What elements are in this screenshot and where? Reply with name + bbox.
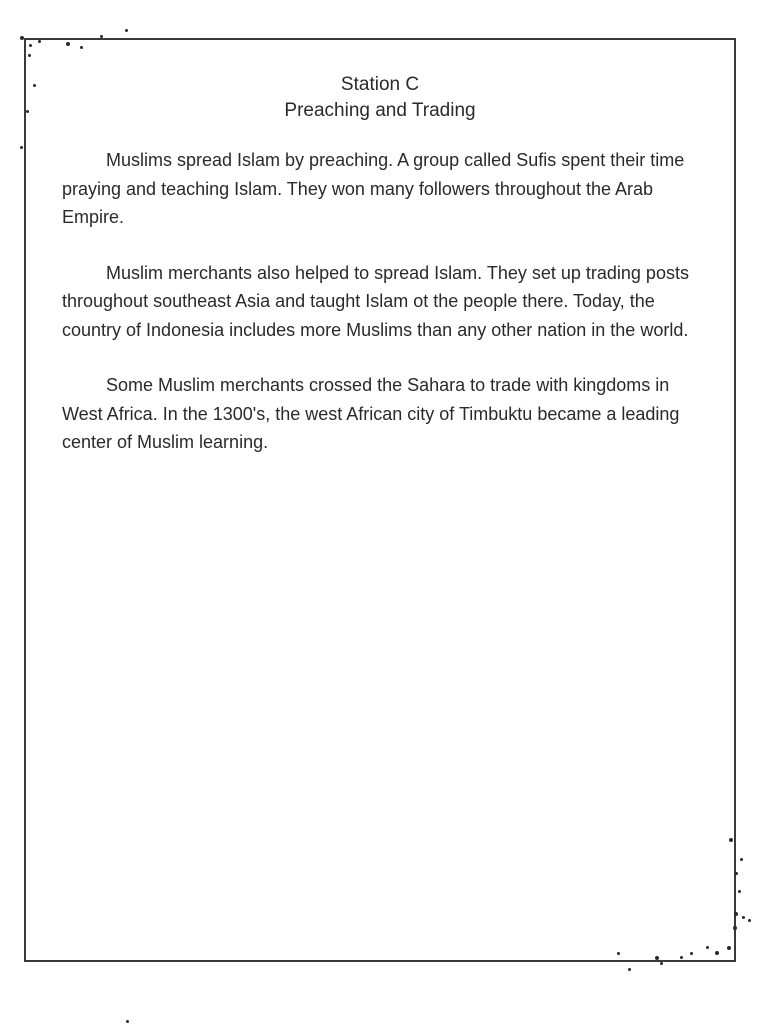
scan-speck — [680, 956, 683, 959]
station-subtitle: Preaching and Trading — [284, 100, 476, 121]
scan-speck — [66, 42, 70, 46]
scan-speck — [126, 1020, 129, 1023]
scan-speck — [38, 40, 41, 43]
scan-speck — [617, 952, 620, 955]
paragraph-3: Some Muslim merchants crossed the Sahara to trade with kingdoms in West Africa. In the 1300's, the west African city of Timbuktu became a leading center of Muslim learning. — [62, 375, 680, 452]
scan-speck — [80, 46, 83, 49]
scan-speck — [628, 968, 631, 971]
scan-speck — [26, 110, 29, 113]
paragraph-2: Muslim merchants also helped to spread Islam. They set up trading posts throughout southeast Asia and taught Islam ot the people there. Today, the country of Indonesia includes more Muslims than any other nation in the world. — [62, 262, 689, 340]
station-title: Station C — [340, 74, 420, 95]
scan-speck — [660, 962, 663, 965]
scan-speck — [738, 890, 741, 893]
scan-speck — [742, 916, 745, 919]
scan-speck — [715, 951, 719, 955]
page-border — [24, 38, 736, 962]
scan-speck — [706, 946, 709, 949]
reading-passage — [62, 146, 712, 484]
scan-speck — [733, 926, 737, 930]
scan-speck — [729, 838, 733, 842]
paragraph-1: Muslims spread Islam by preaching. A group called Sufis spent their time praying and teaching Islam. They won many followers throughout the Arab Empire. — [62, 150, 685, 227]
scan-speck — [748, 919, 751, 922]
scan-speck — [735, 872, 738, 875]
scan-speck — [29, 44, 32, 47]
scan-speck — [28, 54, 31, 57]
scan-speck — [655, 956, 659, 960]
scan-speck — [690, 952, 693, 955]
scan-speck — [734, 912, 738, 916]
scan-speck — [20, 36, 24, 40]
scan-speck — [125, 29, 128, 32]
scan-speck — [100, 35, 103, 38]
scan-speck — [20, 146, 23, 149]
scan-speck — [33, 84, 36, 87]
station-header — [26, 72, 734, 124]
scan-speck — [740, 858, 743, 861]
scan-speck — [727, 946, 731, 950]
